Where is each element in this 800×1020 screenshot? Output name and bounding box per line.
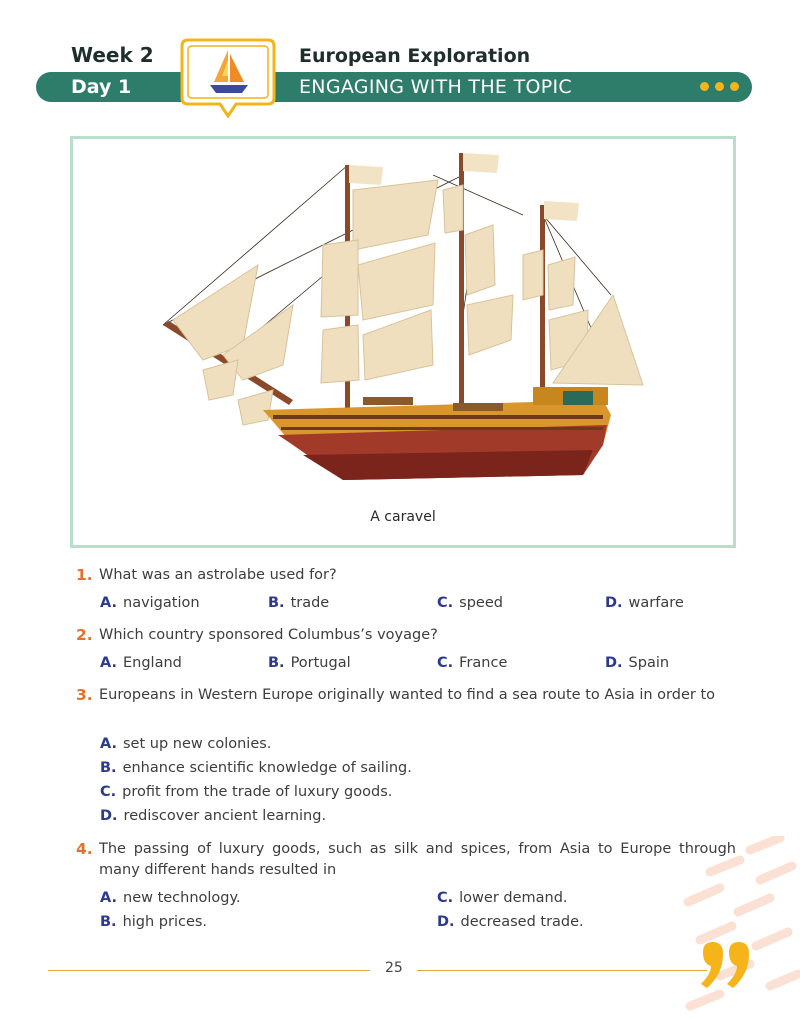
option-letter: B. [100,914,117,930]
answer-option-4c[interactable] [437,890,568,906]
answer-option-1c[interactable] [437,595,503,611]
sailboat-speech-bubble-icon [178,36,278,118]
question-number: 2. [76,626,93,644]
question-number: 4. [76,840,93,858]
answer-option-2c[interactable] [437,655,507,671]
week-label: Week 2 [71,43,154,67]
question-text: What was an astrolabe used for? [99,567,337,583]
option-text: Spain [628,655,670,671]
option-text: England [123,655,182,671]
option-letter: D. [100,808,118,824]
option-text: warfare [628,595,684,611]
footer-rule-right [417,970,707,971]
answer-option-3a[interactable] [100,736,271,752]
answer-option-3b[interactable] [100,760,412,776]
section-subtitle: ENGAGING WITH THE TOPIC [299,76,572,98]
option-letter: C. [100,784,117,800]
answer-option-2a[interactable] [100,655,182,671]
option-text: new technology. [123,890,241,906]
caravel-ship-illustration [163,145,653,490]
answer-option-3c[interactable] [100,784,392,800]
option-letter: A. [100,890,117,906]
option-text: set up new colonies. [123,736,272,752]
option-letter: C. [437,595,454,611]
option-text: navigation [123,595,200,611]
option-letter: A. [100,736,117,752]
figure-box [70,136,736,548]
answer-option-3d[interactable] [100,808,326,824]
option-text: enhance scientific knowledge of sailing. [122,760,412,776]
question-number: 3. [76,686,93,704]
quote-mark-icon [697,938,757,998]
option-letter: D. [605,655,623,671]
day-label: Day 1 [71,76,132,98]
page-title: European Exploration [299,45,531,67]
option-letter: D. [437,914,455,930]
answer-option-1b[interactable] [268,595,329,611]
option-letter: C. [437,655,454,671]
more-dots-icon [700,82,739,91]
option-letter: A. [100,595,117,611]
option-text: Portugal [290,655,351,671]
option-text: speed [459,595,503,611]
option-text: France [459,655,508,671]
answer-option-2b[interactable] [268,655,351,671]
option-letter: B. [100,760,117,776]
option-letter: B. [268,655,285,671]
option-text: rediscover ancient learning. [123,808,327,824]
answer-option-1a[interactable] [100,595,200,611]
question-1 [76,565,736,587]
option-text: decreased trade. [460,914,584,930]
option-text: profit from the trade of luxury goods. [122,784,393,800]
footer-rule-left [48,970,370,971]
option-text: lower demand. [459,890,568,906]
answer-option-4b[interactable] [100,914,207,930]
answer-option-1d[interactable] [605,595,684,611]
question-4 [76,839,736,883]
question-text: The passing of luxury goods, such as silk and spices, from Asia to Europe through many different hands resulted in [99,841,736,878]
option-letter: D. [605,595,623,611]
page-number: 25 [385,960,403,976]
option-text: trade [290,595,330,611]
answer-option-2d[interactable] [605,655,669,671]
question-text: Europeans in Western Europe originally wanted to find a sea route to Asia in order to [99,687,716,703]
option-letter: B. [268,595,285,611]
question-number: 1. [76,566,93,584]
option-letter: C. [437,890,454,906]
question-3 [76,685,736,729]
option-text: high prices. [122,914,208,930]
answer-option-4d[interactable] [437,914,584,930]
answer-option-4a[interactable] [100,890,241,906]
option-letter: A. [100,655,117,671]
figure-caption: A caravel [370,509,436,525]
question-text: Which country sponsored Columbus’s voyage? [99,627,438,643]
question-2 [76,625,736,647]
